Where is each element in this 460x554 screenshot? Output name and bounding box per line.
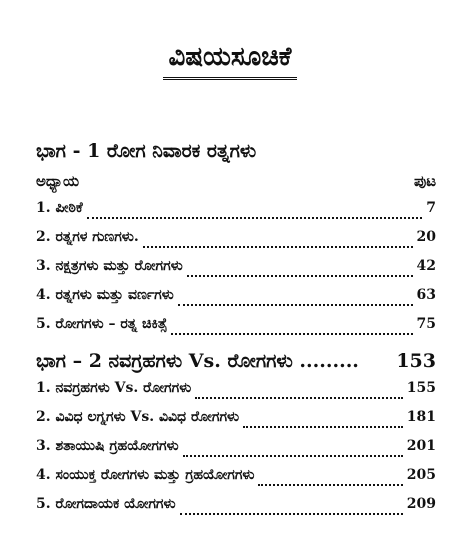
toc-entry-label: 4. ರತ್ನಗಳು ಮತ್ತು ವರ್ಣಗಳು (36, 287, 174, 303)
toc-entry (36, 200, 436, 222)
dot-leader (171, 323, 412, 335)
dot-leader (178, 294, 413, 306)
page-title: ವಿಷಯಸೂಚಿಕೆ (163, 42, 298, 80)
toc-entry-label: 5. ರೋಗದಾಯಕ ಯೋಗಗಳು (36, 496, 176, 512)
toc-entry (36, 287, 436, 309)
toc-entry-label: 4. ಸಂಯುಕ್ತ ರೋಗಗಳು ಮತ್ತು ಗ್ರಹಯೋಗಗಳು (36, 467, 255, 483)
toc-entry-page: 181 (406, 409, 436, 425)
dot-leader (180, 503, 403, 515)
toc-entry (36, 258, 436, 280)
part2-heading-text: ಭಾಗ – 2 ನವಗ್ರಹಗಳು Vs. ರೋಗಗಳು ......... (36, 350, 359, 372)
toc-entry-label: 3. ನಕ್ಷತ್ರಗಳು ಮತ್ತು ರೋಗಗಳು (36, 258, 183, 274)
toc-entry (36, 467, 436, 489)
part2-heading-page: 153 (396, 350, 436, 372)
dot-leader (87, 207, 423, 219)
dot-leader (258, 474, 402, 486)
dot-leader (195, 387, 403, 399)
dot-leader (183, 445, 403, 457)
title-wrap (0, 42, 460, 80)
toc-entry-page: 201 (406, 438, 436, 454)
part1-heading (36, 140, 436, 162)
toc-entry (36, 316, 436, 338)
toc-entry-page: 205 (406, 467, 436, 483)
chapter-column-header: ಅಧ್ಯಾಯ (36, 172, 80, 190)
dot-leader (243, 416, 403, 428)
toc-entry-label: 3. ಶತಾಯುಷಿ ಗ್ರಹಯೋಗಗಳು (36, 438, 179, 454)
toc-entry-label: 5. ರೋಗಗಳು – ರತ್ನ ಚಿಕಿತ್ಸೆ (36, 316, 168, 332)
toc-entry-page: 155 (406, 380, 436, 396)
column-headers (36, 172, 436, 190)
toc-entry-page: 20 (416, 229, 436, 245)
part2-heading (36, 350, 436, 372)
toc-entry (36, 409, 436, 431)
dot-leader (187, 265, 413, 277)
toc-entry-label: 2. ರತ್ನಗಳ ಗುಣಗಳು. (36, 229, 139, 245)
toc-entry-page: 75 (416, 316, 436, 332)
toc-entry-label: 2. ವಿವಿಧ ಲಗ್ನಗಳು Vs. ವಿವಿಧ ರೋಗಗಳು (36, 409, 240, 425)
toc-entry-page: 7 (426, 200, 436, 216)
toc-entry (36, 496, 436, 518)
dot-leader (143, 236, 413, 248)
toc-entry (36, 438, 436, 460)
page-column-header: ಪುಟ (413, 172, 436, 190)
toc-entry-page: 42 (416, 258, 436, 274)
toc-entry-page: 209 (406, 496, 436, 512)
part1-heading-text: ಭಾಗ - 1 ರೋಗ ನಿವಾರಕ ರತ್ನಗಳು (36, 140, 257, 162)
toc-entry-label: 1. ಪೀಠಿಕೆ (36, 200, 83, 216)
toc-entry-page: 63 (416, 287, 436, 303)
toc-entry (36, 229, 436, 251)
toc-entry-label: 1. ನವಗ್ರಹಗಳು Vs. ರೋಗಗಳು (36, 380, 192, 396)
toc-entry (36, 380, 436, 402)
